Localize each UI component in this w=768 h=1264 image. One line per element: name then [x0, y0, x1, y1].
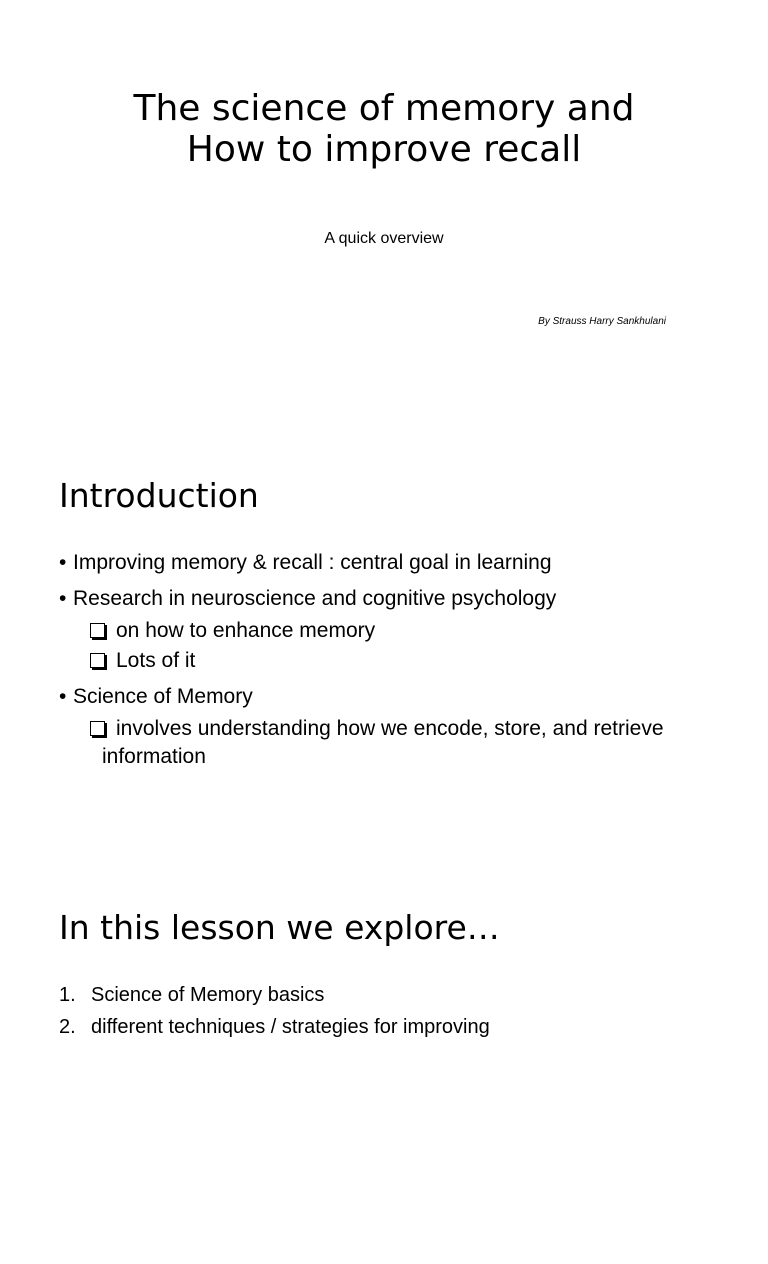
checkbox-square-icon — [90, 623, 105, 638]
bullet-dot-icon: • — [59, 587, 67, 610]
list-item-text: Science of Memory basics — [91, 984, 325, 1006]
bullet-item — [59, 549, 699, 577]
slide-subtitle: A quick overview — [324, 230, 444, 247]
numbered-list — [59, 982, 719, 1046]
sub-bullet-text: Lots of it — [116, 649, 196, 672]
author-credit: By Strauss Harry Sankhulani — [538, 316, 666, 327]
bullet-item — [59, 683, 699, 711]
checkbox-square-icon — [90, 653, 105, 668]
bullet-text: Science of Memory — [73, 685, 253, 708]
sub-bullet-item — [59, 715, 702, 771]
list-number: 1. — [59, 984, 76, 1006]
title-line-1: The science of memory and — [133, 88, 635, 129]
bullet-text: Improving memory & recall : central goal in learning — [73, 551, 552, 574]
slide-title — [0, 88, 768, 170]
introduction-slide — [0, 432, 768, 832]
lesson-overview-slide — [0, 864, 768, 1264]
slide-heading: In this lesson we explore… — [59, 908, 500, 947]
sub-bullet-item — [59, 617, 699, 645]
title-slide — [0, 0, 768, 400]
list-item-text: different techniques / strategies for improving — [91, 1016, 490, 1038]
list-item — [59, 1014, 719, 1040]
checkbox-square-icon — [90, 721, 105, 736]
sub-bullet-text: involves understanding how we encode, store, and retrieve information — [102, 717, 664, 768]
title-line-2: How to improve recall — [186, 129, 582, 170]
bullet-dot-icon: • — [59, 551, 67, 574]
bullet-list — [59, 549, 699, 777]
sub-bullet-item — [59, 647, 699, 675]
bullet-dot-icon: • — [59, 685, 67, 708]
sub-bullet-text: on how to enhance memory — [116, 619, 376, 642]
slide-heading: Introduction — [59, 476, 259, 515]
bullet-text: Research in neuroscience and cognitive psychology — [73, 587, 557, 610]
list-item — [59, 982, 719, 1008]
list-number: 2. — [59, 1016, 76, 1038]
bullet-item — [59, 585, 699, 613]
